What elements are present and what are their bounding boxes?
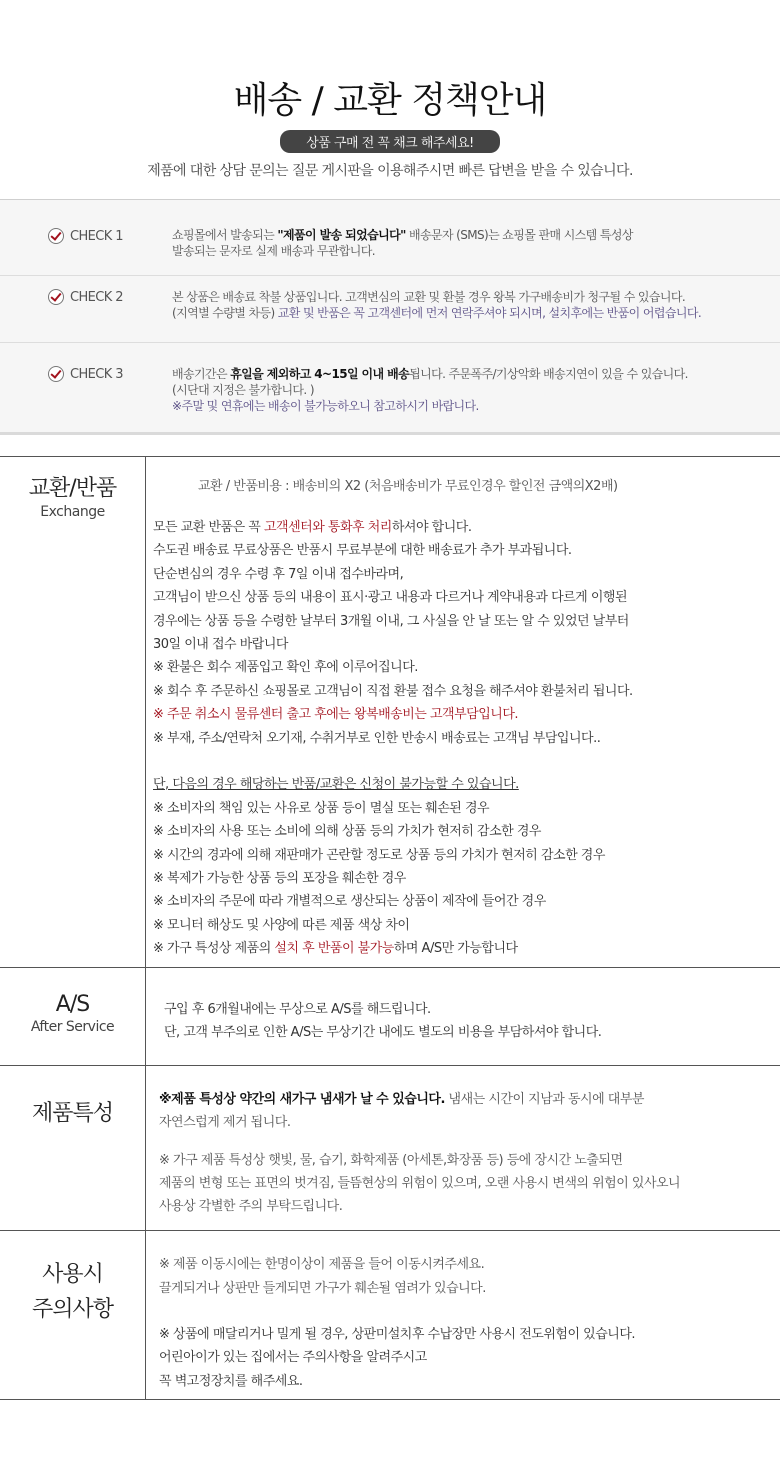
check-section — [0, 199, 780, 435]
check-text-1: 쇼핑몰에서 발송되는 "제품이 발송 되었습니다" 배송문자 (SMS)는 쇼핑몰 판매 시스템 특성상 발송되는 문자로 실제 배송과 무관합니다. — [172, 228, 633, 258]
product-row: 제품특성 ※제품 특성상 약간의 새가구 냄새가 날 수 있습니다. 냄새는 시간이 지남과 동시에 대부분 자연스럽게 제거 됩니다. ※ 가구 제품 특성상 햇빛, 물, 습기, 화학제품 (아세톤,화장품 등) 등에 장시간 노출되면 제품의 변형 또는 표면의 벗겨짐, 들뜸현상의 위험이 있으며, 오랜 사용시 변색의 위험이 있사오니 사용상 각별한 주의 부탁드립니다. — [0, 1066, 780, 1231]
as-label: A/S After Service — [0, 968, 146, 1065]
lead-text: 제품에 대한 상담 문의는 질문 게시판을 이용해주시면 빠른 답변을 받을 수 있습니다. — [147, 163, 633, 179]
exchange-label: 교환/반품 Exchange — [0, 457, 146, 967]
check-label-2: CHECK 2 — [48, 289, 123, 305]
caution-label: 사용시 주의사항 — [0, 1231, 146, 1399]
checkmark-icon — [48, 228, 64, 244]
check-label-3: CHECK 3 — [48, 366, 123, 382]
caution-row: 사용시 주의사항 ※ 제품 이동시에는 한명이상이 제품을 들어 이동시켜주세요. 끌게되거나 상판만 들게되면 가구가 훼손될 염려가 있습니다. ※ 상품에 매달리거나 밀게 될 경우, 상판미설치후 수납장만 사용시 전도위험이 있습니다. 어린아이가 있는 집에서는 주의사항을 알려주시고 꼭 벽고정장치를 해주세요. — [0, 1231, 780, 1400]
as-row: A/S After Service 구입 후 6개월내에는 무상으로 A/S를 해드립니다. 단, 고객 부주의로 인한 A/S는 무상기간 내에도 별도의 비용을 부담하셔야 합니다. — [0, 968, 780, 1066]
check-text-3: 배송기간은 휴일을 제외하고 4~15일 이내 배송됩니다. 주문폭주/기상악화 배송지연이 있을 수 있습니다. (시단대 지정은 불가합니다. ) ※주말 및 연휴에는 배송이 불가능하오니 참고하시기 바랍니다. — [172, 367, 688, 413]
exchange-row: 교환/반품 Exchange 교환 / 반품비용 : 배송비의 X2 (처음배송비가 무료인경우 할인전 금액의X2배) 모든 교환 반품은 꼭 고객센터와 통화후 처리하셔야 합니다. 수도권 배송료 무료상품은 반품시 무료부분에 대한 배송료가 추가 부과됩니다. 단순변심의 경우 수령 후 7일 이내 접수바라며, 고객님이 받으신 상품 등의 내용이 표시·광고 내용과 다르거나 계약내용과 다르게 이행된 경우에는 상품 등을 수령한 날부터 3개월 이내, 그 사실을 안 날 또는 알 수 있었던 날부터 30일 이내 접수 바랍니다 ※ 환불은 회수 제품입고 확인 후에 이루어집니다. ※ 회수 후 주문하신 쇼핑몰로 고객님이 직접 환불 접수 요청을 해주셔야 환불처리 됩니다. ※ 주문 취소시 물류센터 출고 후에는 왕복배송비는 고객부담입니다. ※ 부재, 주소/연락처 오기재, 수취거부로 인한 반송시 배송료는 고객님 부담입니다.. 단, 다음의 경우 해당하는 반품/교환은 신청이 불가능할 수 있습니다. ※ 소비자의 책임 있는 사유로 상품 등이 멸실 또는 훼손된 경우 ※ 소비자의 사용 또는 소비에 의해 상품 등의 가치가 현저히 감소한 경우 ※ 시간의 경과에 의해 재판매가 곤란할 정도로 상품 등의 가치가 현저히 감소한 경우 ※ 복제가 가능한 상품 등의 포장을 훼손한 경우 ※ 소비자의 주문에 따라 개별적으로 생산되는 상품이 제작에 들어간 경우 ※ 모니터 해상도 및 사양에 따른 제품 색상 차이 ※ 가구 특성상 제품의 설치 후 반품이 불가능하며 A/S만 가능합니다 — [0, 457, 780, 968]
product-label: 제품특성 — [0, 1066, 146, 1230]
check-notice-pill: 상품 구매 전 꼭 채크 해주세요! — [280, 130, 500, 153]
checkmark-icon — [48, 289, 64, 305]
check-text-2: 본 상품은 배송료 착불 상품입니다. 고객변심의 교환 및 환불 경우 왕복 가구배송비가 청구될 수 있습니다. (지역별 수량별 차등) 교환 및 반품은 꼭 고객센터에 먼저 연락주셔야 되시며, 설치후에는 반품이 어렵습니다. — [172, 290, 702, 320]
page-title: 배송 / 교환 정책안내 — [233, 80, 547, 121]
check-label-1: CHECK 1 — [48, 228, 123, 244]
checkmark-icon — [48, 366, 64, 382]
policy-table — [0, 456, 780, 1389]
